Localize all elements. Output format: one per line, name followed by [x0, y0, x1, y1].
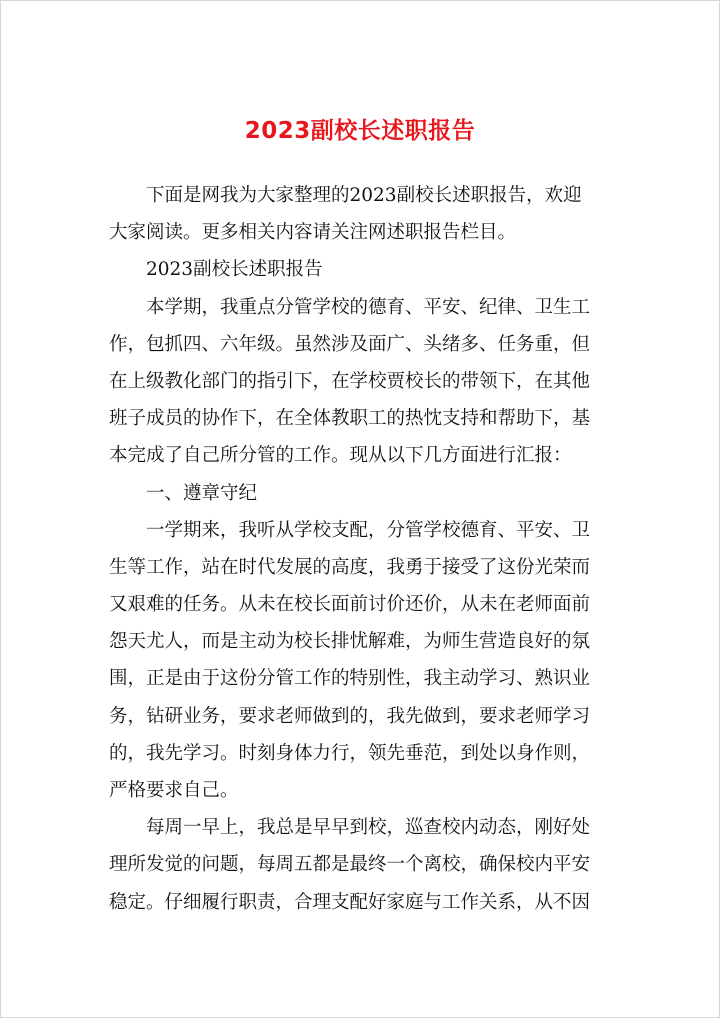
text-line: 大家阅读。更多相关内容请关注网述职报告栏目。 — [109, 222, 517, 244]
text-line: 稳定。仔细履行职责，合理支配好家庭与工作关系，从不因 — [109, 891, 591, 913]
text-line: 班子成员的协作下，在全体教职工的热忱支持和帮助下，基 — [109, 408, 591, 430]
text-line: 理所发觉的问题，每周五都是最终一个离校，确保校内平安 — [109, 854, 591, 876]
text-line: 严格要求自己。 — [109, 780, 239, 801]
text-line: 在上级教化部门的指引下，在学校贾校长的带领下，在其他 — [109, 370, 591, 392]
page-title: 2023副校长述职报告 — [244, 118, 476, 144]
text-line: 本完成了自己所分管的工作。现从以下几方面进行汇报： — [109, 445, 572, 467]
text-line: 作，包抓四、六年级。虽然涉及面广、头绪多、任务重，但 — [109, 333, 591, 355]
text-line: 一学期来，我听从学校支配，分管学校德育、平安、卫 — [146, 519, 591, 541]
text-line: 的，我先学习。时刻身体力行，领先垂范，到处以身作则， — [109, 742, 591, 764]
text-line: 本学期，我重点分管学校的德育、平安、纪律、卫生工 — [146, 296, 591, 318]
text-line: 又艰难的任务。从未在校长面前讨价还价，从未在老师面前 — [109, 594, 591, 616]
text-line: 围，正是由于这份分管工作的特别性，我主动学习、熟识业 — [109, 668, 591, 690]
section-heading: 一、遵章守纪 — [146, 482, 258, 504]
document-body — [109, 177, 614, 921]
text-line: 务，钻研业务，要求老师做到的，我先做到，要求老师学习 — [109, 705, 591, 727]
text-line: 每周一早上，我总是早早到校，巡查校内动态，刚好处 — [146, 817, 591, 839]
text-line: 生等工作，站在时代发展的高度，我勇于接受了这份光荣而 — [109, 556, 591, 578]
text-line: 怨天尤人，而是主动为校长排忧解难，为师生营造良好的氛 — [109, 631, 591, 653]
text-line: 下面是网我为大家整理的2023副校长述职报告，欢迎 — [146, 185, 582, 206]
section-subtitle: 2023副校长述职报告 — [146, 259, 323, 281]
